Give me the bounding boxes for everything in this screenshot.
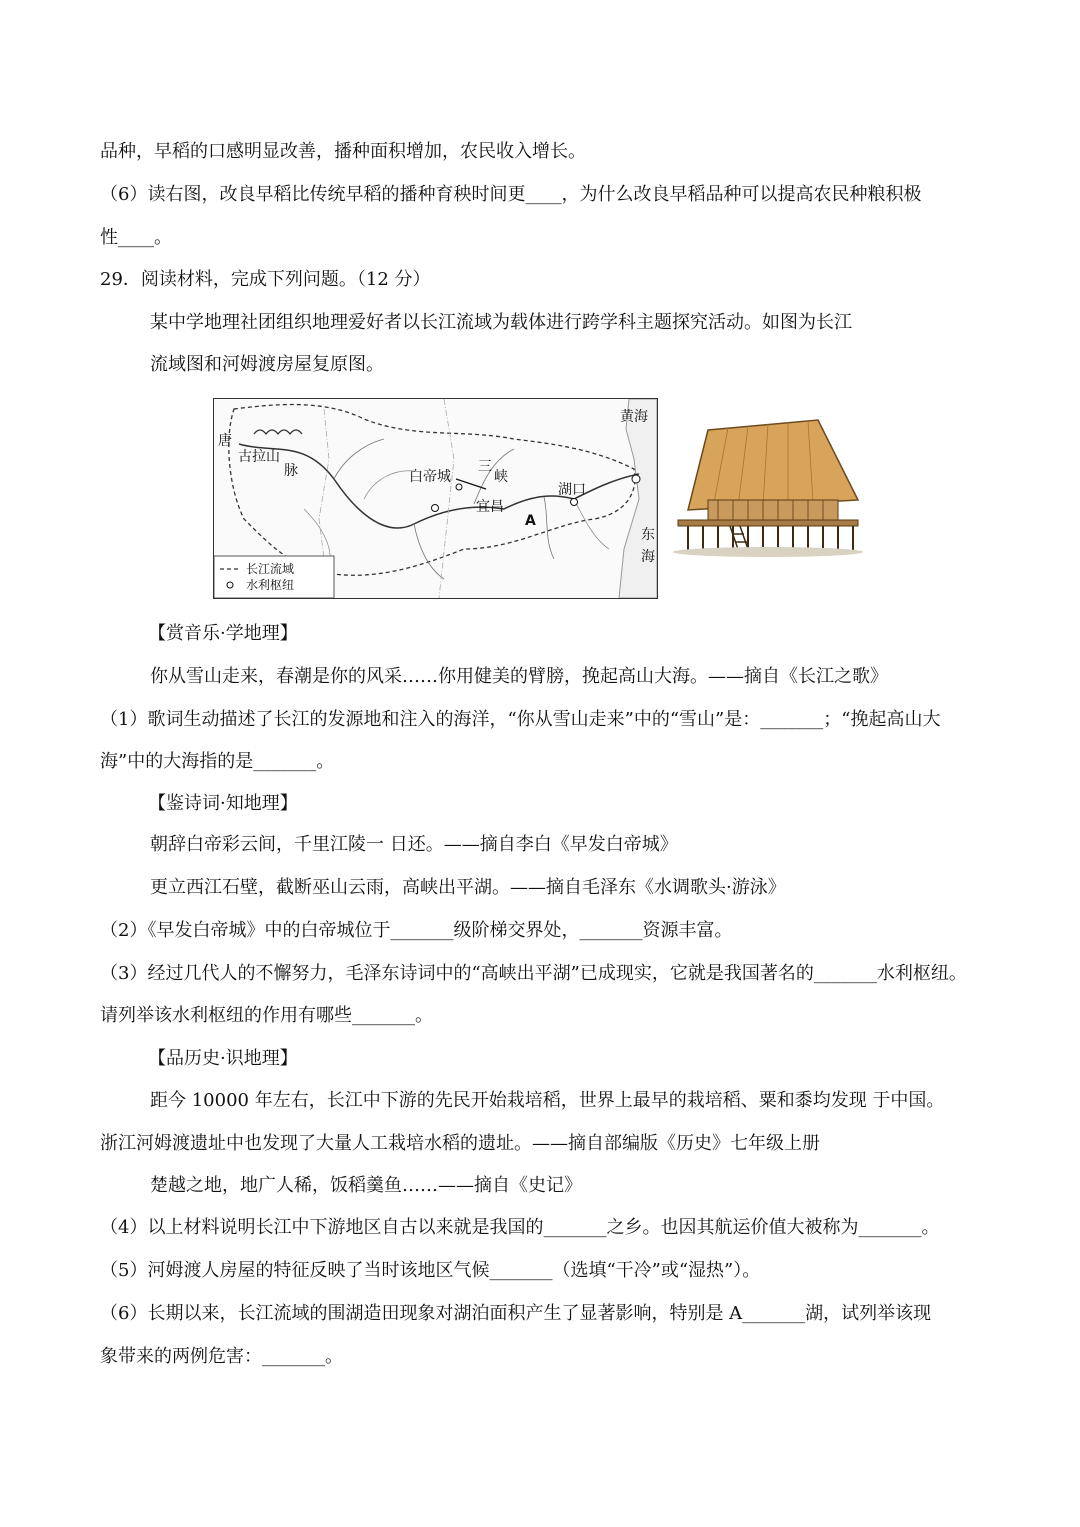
legend-basin: 长江流域 <box>246 562 295 576</box>
map-label-east-sea: 海 <box>641 549 655 565</box>
quote-song: 你从雪山走来，春潮是你的风采……你用健美的臂膀，挽起高山大海。——摘自《长江之歌》 <box>150 666 888 687</box>
house-drawing <box>668 410 863 560</box>
quote-libai: 朝辞白帝彩云间，千里江陵一 日还。——摘自李白《早发白帝城》 <box>150 834 678 855</box>
map-label-yichang: 宜昌 <box>476 499 504 515</box>
section-heading-music: 【赏音乐·学地理】 <box>148 623 298 644</box>
question-6-cont: 象带来的两例危害：_______。 <box>100 1346 343 1367</box>
quote-history: 距今 10000 年左右，长江中下游的先民开始栽培稻，世界上最早的栽培稻、粟和黍均发现 于中国。 <box>150 1090 945 1111</box>
map-label-sanxia: 峡 <box>494 469 508 485</box>
legend-dam: 水利枢纽 <box>246 578 295 592</box>
quote-mao: 更立西江石壁，截断巫山云雨，高峡出平湖。——摘自毛泽东《水调歌头·游泳》 <box>150 877 786 898</box>
question-3: （3）经过几代人的不懈努力，毛泽东诗词中的“高峡出平湖”已成现实，它就是我国著名的_______水利枢纽。 <box>100 963 967 984</box>
question-6: （6）读右图，改良早稻比传统早稻的播种育秧时间更____，为什么改良早稻品种可以提高农民种粮积极 <box>100 184 922 205</box>
question-5: （5）河姆渡人房屋的特征反映了当时该地区气候_______（选填“干冷”或“湿热”）。 <box>100 1260 761 1281</box>
question-1-cont: 海”中的大海指的是_______。 <box>100 751 335 772</box>
hemudu-house-illustration <box>668 410 863 560</box>
map-label-point-a: A <box>525 513 536 529</box>
question-2: （2）《早发白帝城》中的白帝城位于_______级阶梯交界处，_______资源丰富。 <box>100 920 733 941</box>
yangtze-basin-map <box>213 398 658 599</box>
map-label-hukou: 湖口 <box>558 482 586 498</box>
quote-shiji: 楚越之地，地广人稀，饭稻羹鱼……——摘自《史记》 <box>150 1175 582 1196</box>
quote-history-cont: 浙江河姆渡遗址中也发现了大量人工栽培水稻的遗址。——摘自部编版《历史》七年级上册 <box>100 1133 820 1154</box>
section-heading-history: 【品历史·识地理】 <box>148 1048 298 1069</box>
question-6: （6）长期以来，长江流域的围湖造田现象对湖泊面积产生了显著影响，特别是 A_______湖，试列举该现 <box>100 1303 932 1324</box>
section-heading-poetry: 【鉴诗词·知地理】 <box>148 793 298 814</box>
map-label-east-sea: 东 <box>641 527 655 543</box>
material-intro: 流域图和河姆渡房屋复原图。 <box>150 354 384 375</box>
question-1: （1）歌词生动描述了长江的发源地和注入的海洋，“你从雪山走来”中的“雪山”是：_______；“挽起高山大 <box>100 709 941 730</box>
map-label-sanxia: 三 <box>478 459 492 475</box>
question-29-title: 29．阅读材料，完成下列问题。（12 分） <box>100 269 431 290</box>
question-3-cont: 请列举该水利枢纽的作用有哪些_______。 <box>100 1005 433 1026</box>
map-label-yellow-sea: 黄海 <box>620 409 648 425</box>
map-label-mountain: 脉 <box>284 463 298 479</box>
text-line: 性____。 <box>100 227 172 248</box>
map-label-baidi: 白帝城 <box>409 469 451 485</box>
question-4: （4）以上材料说明长江中下游地区自古以来就是我国的_______之乡。也因其航运价值大被称为_______。 <box>100 1217 940 1238</box>
map-label-mountain: 唐 <box>218 433 232 449</box>
text-line: 品种，早稻的口感明显改善，播种面积增加，农民收入增长。 <box>100 141 586 162</box>
material-intro: 某中学地理社团组织地理爱好者以长江流域为载体进行跨学科主题探究活动。如图为长江 <box>150 312 852 333</box>
map-label-mountain: 古拉山 <box>238 449 280 465</box>
